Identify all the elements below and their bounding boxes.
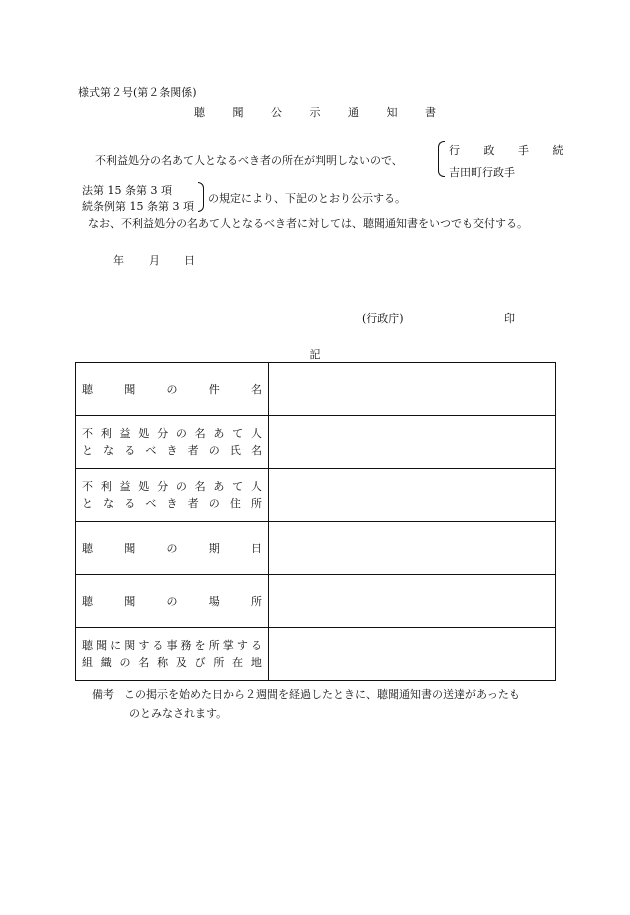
row-label-line: と な る べ き 者 の 住 所 — [82, 497, 262, 510]
row-label-line: 聴 聞 に 関 す る 事 務 を 所 掌 す る — [82, 639, 262, 652]
date-line — [113, 252, 195, 268]
row-label — [76, 575, 269, 628]
remark-text-continued: のとみなされます。 — [129, 707, 228, 720]
delivery-note: なお、不利益処分の名あて人となるべき者に対しては、聴聞通知書をいつでも交付する。 — [88, 217, 528, 230]
row-label — [76, 416, 269, 469]
ki-heading: 記 — [309, 348, 321, 361]
remark-label: 備考 — [92, 688, 114, 701]
table-row — [76, 363, 556, 416]
row-label-line: 組 織 の 名 称 及 び 所 在 地 — [82, 656, 262, 669]
remark-text: この掲示を始めた日から２週間を経過したときに、聴聞通知書の送達があったも — [124, 688, 520, 701]
date-month: 月 — [149, 254, 160, 267]
intro-text: 不利益処分の名あて人となるべき者の所在が判明しないので、 — [95, 154, 403, 167]
table-row — [76, 416, 556, 469]
row-label-line: と な る べ き 者 の 氏 名 — [82, 444, 262, 457]
authority-label: (行政庁) — [362, 312, 404, 325]
form-number: 様式第２号(第２条関係) — [78, 86, 197, 99]
row-label-line: 聴 聞 の 件 名 — [82, 382, 262, 396]
date-year: 年 — [113, 254, 124, 267]
row-label — [76, 363, 269, 416]
row-label — [76, 469, 269, 522]
row-label-line: 聴 聞 の 場 所 — [82, 594, 262, 608]
law-option-1: 法第 15 条第 3 項 — [82, 184, 172, 197]
table-row — [76, 628, 556, 681]
row-label — [76, 628, 269, 681]
row-value[interactable] — [269, 469, 556, 522]
seal-mark: 印 — [504, 312, 515, 325]
row-label-line: 不 利 益 処 分 の 名 あ て 人 — [82, 427, 262, 440]
right-bracket — [198, 182, 204, 212]
left-bracket — [438, 141, 445, 177]
table-row — [76, 469, 556, 522]
row-value[interactable] — [269, 416, 556, 469]
row-value[interactable] — [269, 522, 556, 575]
row-label — [76, 522, 269, 575]
remark — [92, 684, 520, 705]
row-label-line: 不 利 益 処 分 の 名 あ て 人 — [82, 480, 262, 493]
law-option-2: 続条例第 15 条第 3 項 — [82, 200, 194, 213]
record-table — [75, 362, 556, 681]
row-value[interactable] — [269, 575, 556, 628]
date-day: 日 — [184, 254, 195, 267]
document-title: 聴 聞 公 示 通 知 書 — [194, 106, 448, 119]
table-row — [76, 522, 556, 575]
row-value[interactable] — [269, 363, 556, 416]
law-suffix-text: の規定により、下記のとおり公示する。 — [208, 192, 406, 205]
row-label-line: 聴 聞 の 期 日 — [82, 541, 262, 555]
procedure-option-1: 行 政 手 続 — [449, 144, 574, 157]
procedure-option-2: 吉田町行政手 — [449, 166, 515, 179]
row-value[interactable] — [269, 628, 556, 681]
table-row — [76, 575, 556, 628]
